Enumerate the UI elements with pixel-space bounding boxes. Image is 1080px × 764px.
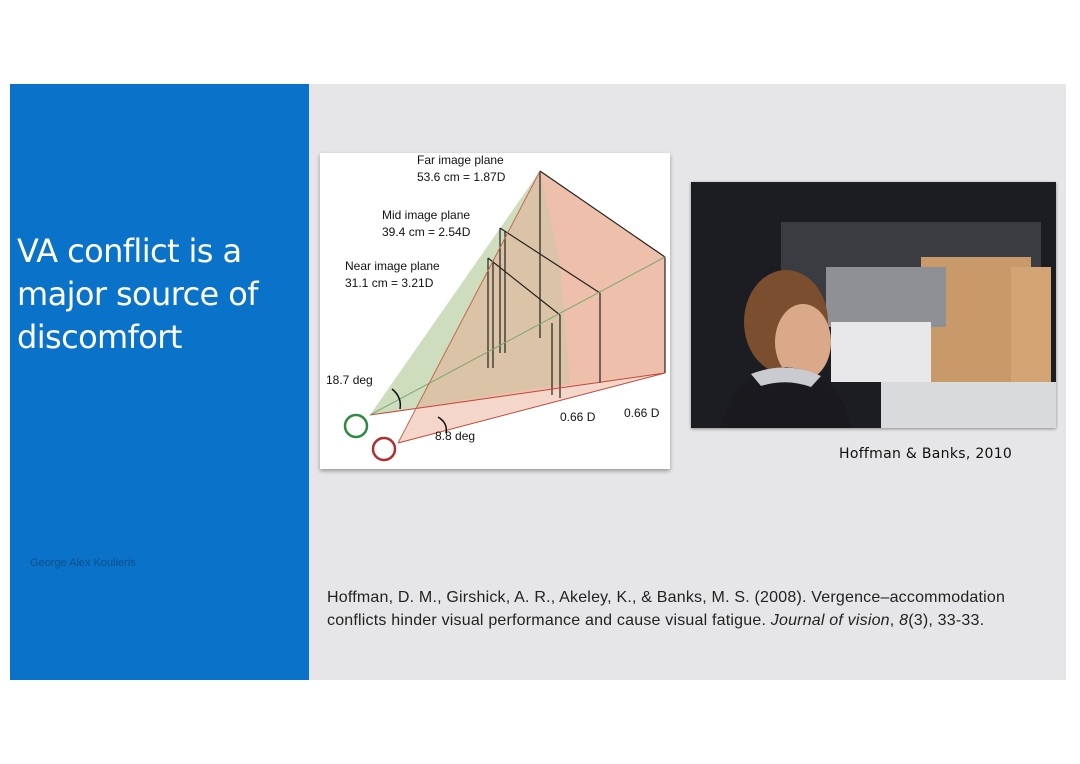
right-eye-icon: [373, 438, 395, 460]
slide-title: VA conflict is a major source of discomfort: [17, 232, 258, 356]
mid-plane-label: Mid image plane: [382, 208, 471, 222]
apparatus-stand: [831, 322, 931, 382]
citation: Hoffman, D. M., Girshick, A. R., Akeley, K., & Banks, M. S. (2008). Vergence–accommodation conflicts hinder visual performance and cause visual fatigue. Journal of vision, 8(3), 33-33.: [327, 589, 1006, 629]
citation-authors: Hoffman, D. M., Girshick, A. R., Akeley, K., & Banks, M. S. (2008). Vergence–accommodation conflicts hinder visual performance and cause visual fatigue.: [327, 589, 1006, 629]
apparatus-panel: [1011, 267, 1051, 387]
title-panel: [10, 84, 309, 680]
author-name: George Alex Koulieris: [30, 557, 136, 569]
apparatus-photo: [691, 182, 1056, 428]
angle-left-label: 18.7 deg: [326, 373, 373, 387]
far-plane-value: 53.6 cm = 1.87D: [417, 170, 506, 184]
apparatus-base: [881, 382, 1056, 428]
vergence-diagram: [320, 153, 670, 469]
photo-caption: Hoffman & Banks, 2010: [839, 446, 1013, 462]
citation-issue: (3), 33-33.: [908, 612, 985, 629]
citation-volume: 8: [899, 612, 909, 629]
near-plane-label: Near image plane: [345, 259, 440, 273]
angle-right-label: 8.8 deg: [435, 429, 476, 443]
near-plane-value: 31.1 cm = 3.21D: [345, 276, 434, 290]
diagram-svg: [320, 153, 670, 469]
spacing-2-label: 0.66 D: [624, 406, 660, 420]
spacing-1-label: 0.66 D: [560, 410, 596, 424]
citation-journal: Journal of vision: [770, 612, 890, 629]
mid-plane-value: 39.4 cm = 2.54D: [382, 225, 471, 239]
far-plane-label: Far image plane: [417, 153, 504, 167]
left-eye-icon: [345, 415, 367, 437]
photo-illustration: [691, 182, 1056, 428]
apparatus-mirror-frame: [826, 267, 946, 327]
